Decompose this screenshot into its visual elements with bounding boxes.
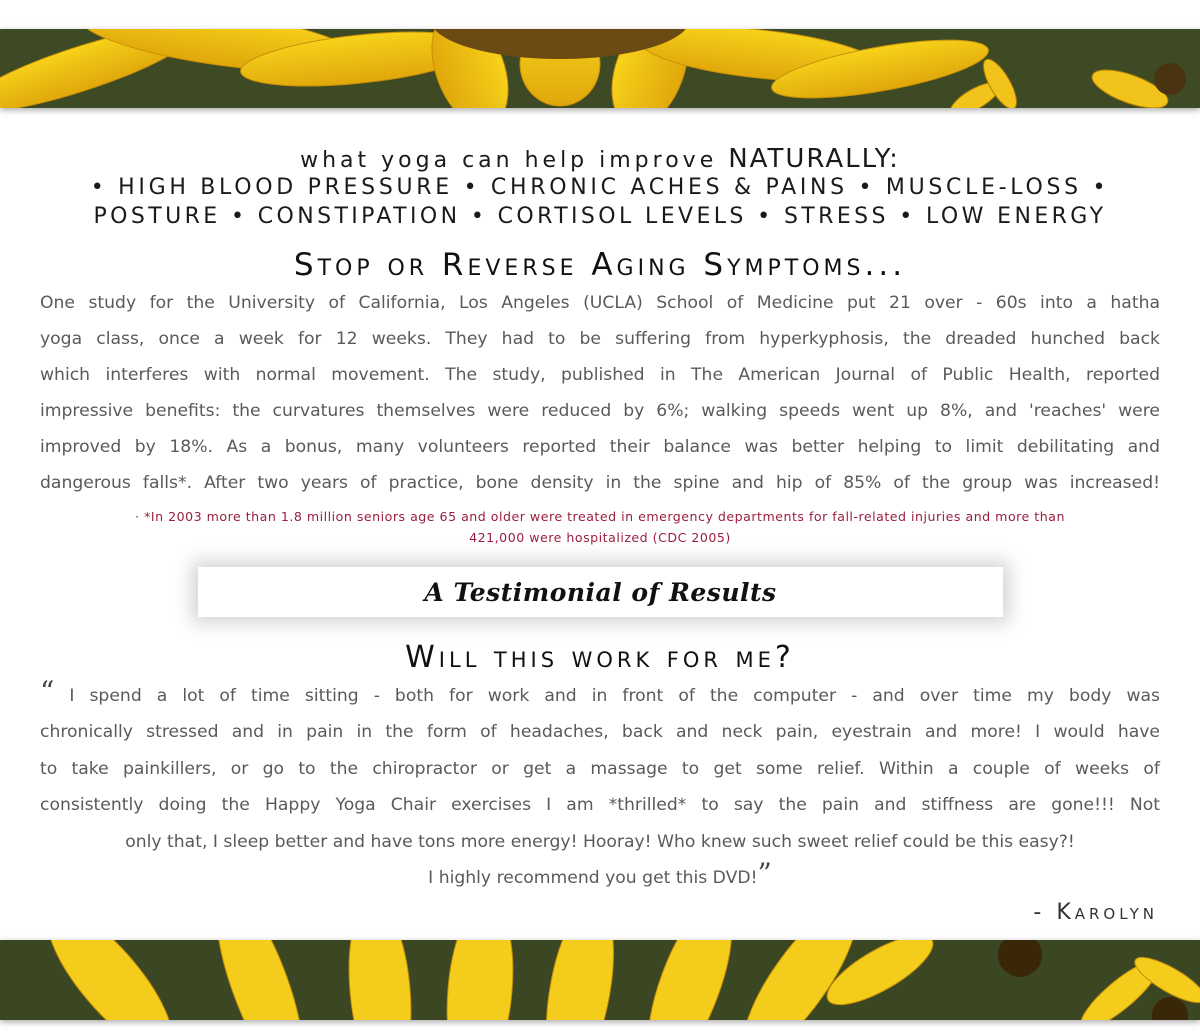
quote-line: I highly recommend you get this DVD! xyxy=(428,868,758,889)
quote-line: I spend a lot of time sitting - both for work and in front of the computer - and over time my body was xyxy=(69,686,1161,706)
quote-line-first xyxy=(40,675,1161,714)
testimonial-banner xyxy=(198,567,1003,617)
open-quote-mark: “ xyxy=(40,675,55,708)
study-line: impressive benefits: the curvatures themselves were reduced by 6%; walking speeds went up 8%, and 'reaches' were xyxy=(40,401,1160,421)
benefits-list-line-2: POSTURE • CONSTIPATION • CORTISOL LEVELS • STRESS • LOW ENERGY xyxy=(93,204,1107,229)
testimonial-question: Will this work for me? xyxy=(405,640,795,675)
benefits-list-line-1: • HIGH BLOOD PRESSURE • CHRONIC ACHES & PAINS • MUSCLE-LOSS • xyxy=(90,175,1110,200)
study-section-title: Stop or Reverse Aging Symptoms... xyxy=(293,247,907,283)
study-line: dangerous falls*. After two years of practice, bone density in the spine and hip of 85% of the group was increased! xyxy=(40,473,1160,493)
quote-line: chronically stressed and in pain in the form of headaches, back and neck pain, eyestrain and more! I would have xyxy=(40,722,1160,743)
quote-line: only that, I sleep better and have tons more energy! Hooray! Who knew such sweet relief could be this easy?! xyxy=(125,831,1075,852)
testimonial-quote xyxy=(40,675,1161,896)
quote-line: to take painkillers, or go to the chiropractor or get a massage to get some relief. Within a couple of weeks of xyxy=(40,758,1160,779)
improve-heading-prefix: what yoga can help improve xyxy=(300,148,718,173)
sunflower-banner-bottom xyxy=(0,940,1200,1020)
footnote xyxy=(40,506,1160,548)
improve-heading xyxy=(0,144,1200,174)
testimonial-banner-title: A Testimonial of Results xyxy=(424,578,777,607)
close-quote-mark: ” xyxy=(757,857,772,891)
study-line: improved by 18%. As a bonus, many volunteers reported their balance was better helping to limit debilitating and xyxy=(40,437,1160,457)
testimonial-author: - Karolyn xyxy=(1033,900,1158,925)
quote-line-last xyxy=(40,857,1160,896)
sunflower-image xyxy=(0,29,1200,108)
study-line: which interferes with normal movement. The study, published in The American Journal of Public Health, reported xyxy=(40,365,1160,385)
study-line: yoga class, once a week for 12 weeks. They had to be suffering from hyperkyphosis, the dreaded hunched back xyxy=(40,329,1160,349)
study-line: One study for the University of California, Los Angeles (UCLA) School of Medicine put 21 over - 60s into a hatha xyxy=(40,293,1160,313)
footnote-line-2: 421,000 were hospitalized (CDC 2005) xyxy=(469,530,731,545)
study-paragraph xyxy=(40,285,1160,501)
quote-line: consistently doing the Happy Yoga Chair exercises I am *thrilled* to say the pain and stiffness are gone!!! Not xyxy=(40,795,1160,816)
sunflower-image xyxy=(0,940,1200,1020)
footnote-line-1: · *In 2003 more than 1.8 million seniors age 65 and older were treated in emergency departments for fall-related injuries and more than xyxy=(135,509,1065,524)
sunflower-banner-top xyxy=(0,29,1200,108)
improve-heading-emphasis: NATURALLY: xyxy=(728,144,900,174)
